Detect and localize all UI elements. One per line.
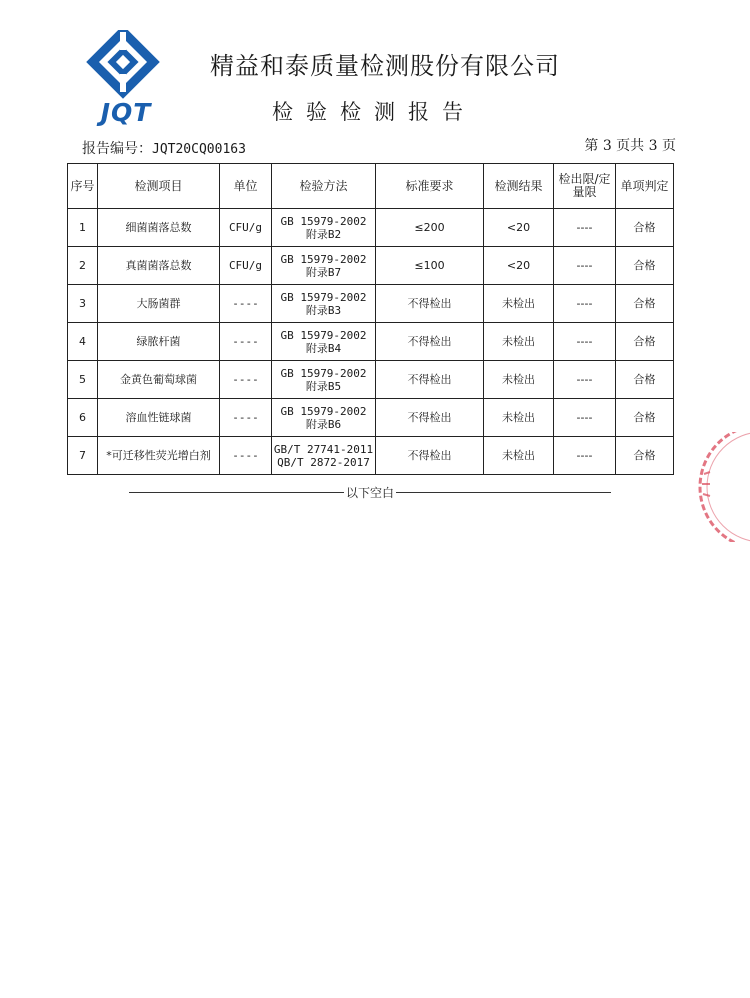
cell-judgement: 合格 xyxy=(616,323,674,361)
table-row xyxy=(68,323,674,361)
table-row xyxy=(68,437,674,475)
method-method-line1: GB 15979-2002 xyxy=(280,214,367,228)
method-method-line1: GB 15979-2002 xyxy=(280,366,367,380)
method-method-line1: GB 15979-2002 xyxy=(280,404,367,418)
cell-method xyxy=(272,247,376,285)
cell-limit: ---- xyxy=(554,285,616,323)
cell-result: 未检出 xyxy=(484,437,554,475)
header-result: 检测结果 xyxy=(484,164,554,209)
header-seq: 序号 xyxy=(68,164,98,209)
method-method-line1: GB 15979-2002 xyxy=(280,290,367,304)
table-row xyxy=(68,399,674,437)
method-method-line2: 附录B2 xyxy=(305,227,342,241)
header-method: 检验方法 xyxy=(272,164,376,209)
cell-result: <20 xyxy=(484,247,554,285)
cell-unit: ---- xyxy=(220,437,272,475)
report-number xyxy=(82,138,246,158)
cell-unit: ---- xyxy=(220,285,272,323)
cell-limit: ---- xyxy=(554,399,616,437)
cell-judgement: 合格 xyxy=(616,361,674,399)
report-number-value: JQT20CQ00163 xyxy=(152,142,246,157)
page-info: 第 3 页共 3 页 xyxy=(584,138,676,154)
header-limit: 检出限/定量限 xyxy=(554,164,616,209)
cell-seq: 6 xyxy=(68,399,98,437)
method-method-line1: GB 15979-2002 xyxy=(280,252,367,266)
cell-judgement: 合格 xyxy=(616,247,674,285)
method-method-line2: 附录B4 xyxy=(305,341,342,355)
logo-text: JQT xyxy=(100,98,152,127)
header-unit: 单位 xyxy=(220,164,272,209)
cell-method xyxy=(272,209,376,247)
cell-limit: ---- xyxy=(554,437,616,475)
cell-seq: 5 xyxy=(68,361,98,399)
method-method-line2: 附录B6 xyxy=(305,417,342,431)
method-method-line1: GB/T 27741-2011 xyxy=(273,442,374,456)
cell-judgement: 合格 xyxy=(616,399,674,437)
cell-seq: 1 xyxy=(68,209,98,247)
table-header-row xyxy=(68,164,674,209)
cell-result: 未检出 xyxy=(484,323,554,361)
cell-seq: 2 xyxy=(68,247,98,285)
cell-unit: ---- xyxy=(220,399,272,437)
cell-method xyxy=(272,437,376,475)
end-text: 以下空白 xyxy=(345,486,394,500)
cell-standard: 不得检出 xyxy=(376,361,484,399)
results-table xyxy=(67,163,674,475)
cell-standard: ≤200 xyxy=(376,209,484,247)
cell-unit: CFU/g xyxy=(220,209,272,247)
cell-limit: ---- xyxy=(554,361,616,399)
cell-seq: 4 xyxy=(68,323,98,361)
cell-item: 溶血性链球菌 xyxy=(98,399,220,437)
table-row xyxy=(68,285,674,323)
official-seal-icon xyxy=(682,432,750,542)
cell-standard: 不得检出 xyxy=(376,323,484,361)
cell-standard: 不得检出 xyxy=(376,437,484,475)
cell-method xyxy=(272,399,376,437)
table-row xyxy=(68,247,674,285)
cell-result: 未检出 xyxy=(484,285,554,323)
cell-item: 绿脓杆菌 xyxy=(98,323,220,361)
cell-seq: 3 xyxy=(68,285,98,323)
cell-judgement: 合格 xyxy=(616,209,674,247)
cell-unit: CFU/g xyxy=(220,247,272,285)
cell-item: 金黄色葡萄球菌 xyxy=(98,361,220,399)
cell-result: 未检出 xyxy=(484,399,554,437)
cell-standard: 不得检出 xyxy=(376,399,484,437)
cell-item: *可迁移性荧光增白剂 xyxy=(98,437,220,475)
method-method-line2: 附录B3 xyxy=(305,303,342,317)
cell-limit: ---- xyxy=(554,247,616,285)
cell-method xyxy=(272,323,376,361)
cell-result: 未检出 xyxy=(484,361,554,399)
method-method-line2: 附录B7 xyxy=(305,265,342,279)
end-of-report-line xyxy=(120,484,620,501)
cell-method xyxy=(272,285,376,323)
cell-unit: ---- xyxy=(220,323,272,361)
report-title: 检验检测报告 xyxy=(272,100,476,124)
company-name: 精益和泰质量检测股份有限公司 xyxy=(210,52,560,80)
cell-result: <20 xyxy=(484,209,554,247)
cell-method xyxy=(272,361,376,399)
cell-item: 真菌菌落总数 xyxy=(98,247,220,285)
divider xyxy=(129,492,344,493)
method-method-line1: GB 15979-2002 xyxy=(280,328,367,342)
method-method-line2: QB/T 2872-2017 xyxy=(277,455,370,469)
table-row xyxy=(68,361,674,399)
report-number-label: 报告编号： xyxy=(82,141,152,157)
cell-unit: ---- xyxy=(220,361,272,399)
cell-limit: ---- xyxy=(554,323,616,361)
method-method-line2: 附录B5 xyxy=(305,379,342,393)
cell-standard: 不得检出 xyxy=(376,285,484,323)
cell-standard: ≤100 xyxy=(376,247,484,285)
header-judgement: 单项判定 xyxy=(616,164,674,209)
table-row xyxy=(68,209,674,247)
header-standard: 标准要求 xyxy=(376,164,484,209)
divider xyxy=(396,492,611,493)
cell-judgement: 合格 xyxy=(616,285,674,323)
cell-seq: 7 xyxy=(68,437,98,475)
header-item: 检测项目 xyxy=(98,164,220,209)
cell-limit: ---- xyxy=(554,209,616,247)
cell-item: 大肠菌群 xyxy=(98,285,220,323)
cell-judgement: 合格 xyxy=(616,437,674,475)
cell-item: 细菌菌落总数 xyxy=(98,209,220,247)
